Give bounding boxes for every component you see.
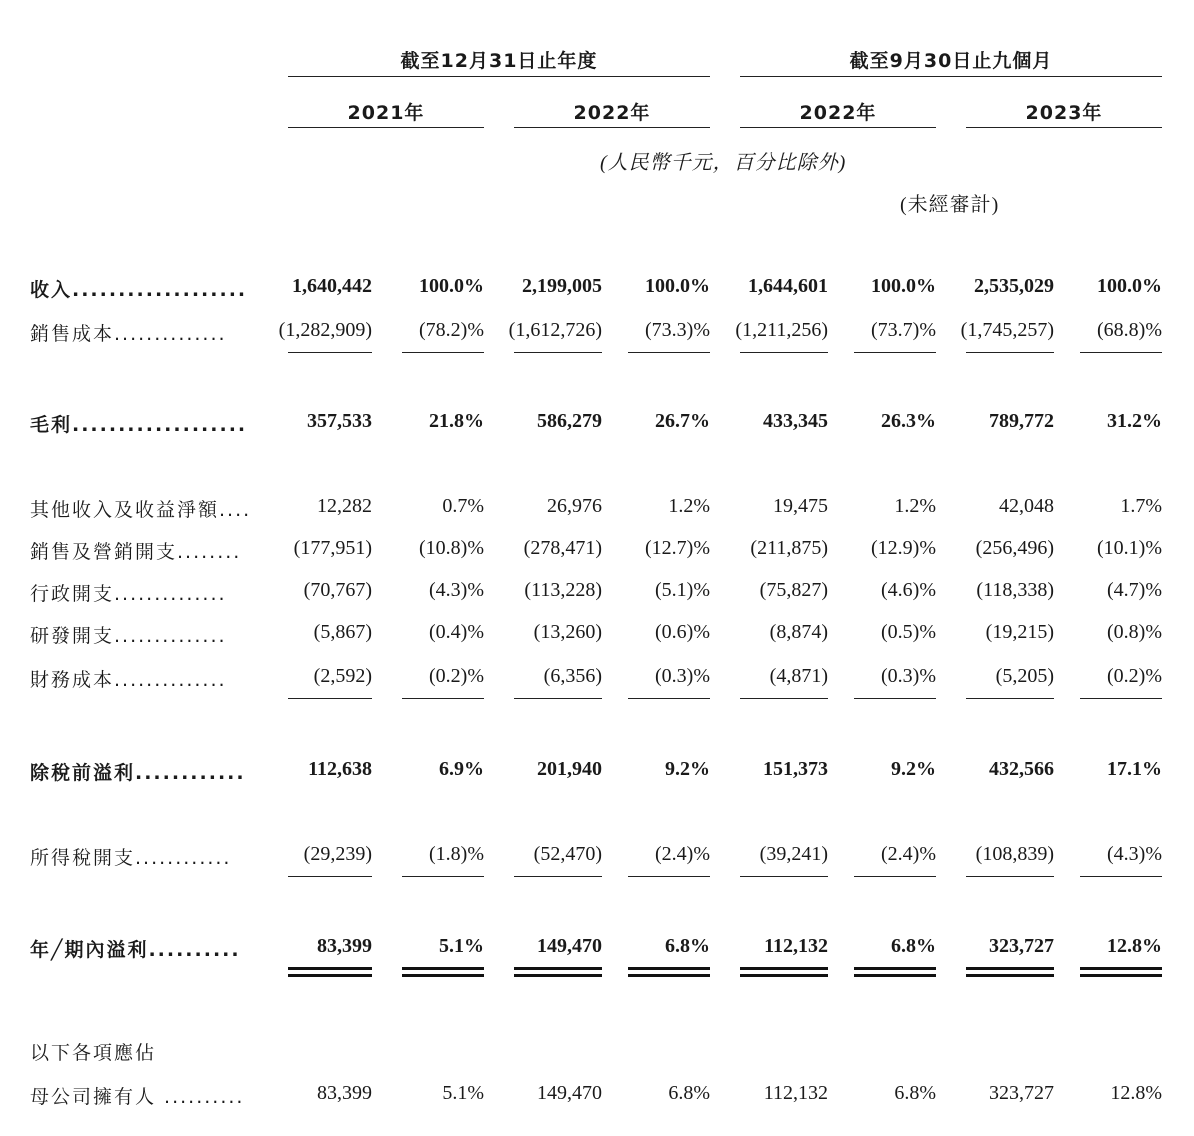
amount-cell: (1,745,257) (960, 319, 1054, 341)
subtotal-rule (628, 876, 710, 877)
row-label: 收入................... (30, 279, 248, 301)
amount-cell: 112,132 (764, 935, 828, 957)
subtotal-rule (628, 698, 710, 699)
subtotal-rule (288, 876, 372, 877)
amount-cell: 26,976 (547, 495, 602, 517)
percentage-cell: 12.8% (1107, 935, 1162, 957)
percentage-cell: (78.2)% (419, 319, 484, 341)
subtotal-rule (514, 352, 602, 353)
amount-cell: (2,592) (313, 665, 372, 687)
percentage-cell: 6.8% (891, 935, 936, 957)
amount-cell: 2,199,005 (522, 275, 602, 297)
percentage-cell: 100.0% (645, 275, 710, 297)
amount-cell: 432,566 (989, 758, 1054, 780)
year-header: 2021年 (347, 102, 425, 124)
amount-cell: (256,496) (975, 537, 1054, 559)
subtotal-rule (854, 352, 936, 353)
amount-cell: (6,356) (543, 665, 602, 687)
percentage-cell: 5.1% (442, 1082, 484, 1104)
percentage-cell: 6.8% (668, 1082, 710, 1104)
row-label: 母公司擁有人 .......... (30, 1086, 245, 1108)
percentage-cell: (73.3)% (645, 319, 710, 341)
amount-cell: 149,470 (537, 935, 602, 957)
amount-cell: (52,470) (533, 843, 602, 865)
percentage-cell: 1.2% (668, 495, 710, 517)
amount-cell: (8,874) (769, 621, 828, 643)
percentage-cell: 100.0% (871, 275, 936, 297)
amount-cell: (5,867) (313, 621, 372, 643)
amount-cell: (1,282,909) (278, 319, 372, 341)
row-label: 所得稅開支............ (30, 847, 232, 869)
percentage-cell: 17.1% (1107, 758, 1162, 780)
group-header-full-year-rule (288, 76, 710, 77)
percentage-cell: (68.8)% (1097, 319, 1162, 341)
subtotal-rule (740, 876, 828, 877)
year-header-rule (740, 127, 936, 128)
percentage-cell: 26.7% (655, 410, 710, 432)
row-label: 除稅前溢利............ (30, 762, 246, 784)
subtotal-rule (288, 352, 372, 353)
year-header: 2022年 (799, 102, 877, 124)
amount-cell: (278,471) (523, 537, 602, 559)
subtotal-rule (1080, 698, 1162, 699)
subtotal-rule (1080, 352, 1162, 353)
amount-cell: 789,772 (989, 410, 1054, 432)
amount-cell: 2,535,029 (974, 275, 1054, 297)
subtotal-rule (740, 352, 828, 353)
row-label: 銷售及營銷開支........ (30, 541, 242, 563)
amount-cell: (13,260) (533, 621, 602, 643)
amount-cell: 112,638 (308, 758, 372, 780)
percentage-cell: 21.8% (429, 410, 484, 432)
total-double-rule (966, 967, 1054, 977)
amount-cell: (39,241) (759, 843, 828, 865)
subtotal-rule (402, 352, 484, 353)
percentage-cell: (2.4)% (655, 843, 710, 865)
amount-cell: (113,228) (524, 579, 602, 601)
amount-cell: 323,727 (989, 1082, 1054, 1104)
percentage-cell: 5.1% (439, 935, 484, 957)
percentage-cell: (4.3)% (1107, 843, 1162, 865)
percentage-cell: (4.7)% (1107, 579, 1162, 601)
percentage-cell: 6.9% (439, 758, 484, 780)
amount-cell: (70,767) (303, 579, 372, 601)
percentage-cell: 26.3% (881, 410, 936, 432)
amount-cell: 1,640,442 (292, 275, 372, 297)
percentage-cell: 9.2% (891, 758, 936, 780)
subtotal-rule (288, 698, 372, 699)
percentage-cell: (0.4)% (429, 621, 484, 643)
subtotal-rule (402, 876, 484, 877)
percentage-cell: 100.0% (1097, 275, 1162, 297)
row-label: 財務成本.............. (30, 669, 227, 691)
amount-cell: (1,612,726) (508, 319, 602, 341)
year-header: 2022年 (573, 102, 651, 124)
group-header-full-year: 截至12月31日止年度 (400, 50, 598, 72)
percentage-cell: 6.8% (665, 935, 710, 957)
subtotal-rule (628, 352, 710, 353)
row-label: 毛利................... (30, 414, 248, 436)
amount-cell: 433,345 (763, 410, 828, 432)
subtotal-rule (1080, 876, 1162, 877)
amount-cell: 83,399 (317, 935, 372, 957)
total-double-rule (628, 967, 710, 977)
year-header-rule (966, 127, 1162, 128)
total-double-rule (854, 967, 936, 977)
amount-cell: 151,373 (763, 758, 828, 780)
percentage-cell: (2.4)% (881, 843, 936, 865)
amount-cell: (108,839) (975, 843, 1054, 865)
percentage-cell: 31.2% (1107, 410, 1162, 432)
amount-cell: 357,533 (307, 410, 372, 432)
subtotal-rule (854, 698, 936, 699)
amount-cell: (4,871) (769, 665, 828, 687)
subtotal-rule (514, 876, 602, 877)
percentage-cell: (1.8)% (429, 843, 484, 865)
subtotal-rule (966, 876, 1054, 877)
total-double-rule (514, 967, 602, 977)
percentage-cell: (10.8)% (419, 537, 484, 559)
year-header: 2023年 (1025, 102, 1103, 124)
amount-cell: 12,282 (317, 495, 372, 517)
amount-cell: (177,951) (293, 537, 372, 559)
percentage-cell: (0.3)% (655, 665, 710, 687)
percentage-cell: (73.7)% (871, 319, 936, 341)
percentage-cell: (10.1)% (1097, 537, 1162, 559)
amount-cell: (19,215) (985, 621, 1054, 643)
amount-cell: (5,205) (995, 665, 1054, 687)
amount-cell: 19,475 (773, 495, 828, 517)
amount-cell: 586,279 (537, 410, 602, 432)
percentage-cell: (0.3)% (881, 665, 936, 687)
percentage-cell: (0.8)% (1107, 621, 1162, 643)
subtotal-rule (966, 698, 1054, 699)
percentage-cell: (12.7)% (645, 537, 710, 559)
subtotal-rule (966, 352, 1054, 353)
percentage-cell: (5.1)% (655, 579, 710, 601)
percentage-cell: (0.5)% (881, 621, 936, 643)
percentage-cell: (0.2)% (429, 665, 484, 687)
row-label-line1: 以下各項應佔 (30, 1042, 157, 1064)
amount-cell: (118,338) (976, 579, 1054, 601)
total-double-rule (402, 967, 484, 977)
percentage-cell: 6.8% (894, 1082, 936, 1104)
percentage-cell: 100.0% (419, 275, 484, 297)
percentage-cell: (0.2)% (1107, 665, 1162, 687)
total-double-rule (740, 967, 828, 977)
amount-cell: (29,239) (303, 843, 372, 865)
subtotal-rule (402, 698, 484, 699)
percentage-cell: (4.3)% (429, 579, 484, 601)
row-label: 行政開支.............. (30, 583, 227, 605)
percentage-cell: 0.7% (442, 495, 484, 517)
subtotal-rule (740, 698, 828, 699)
currency-note: (人民幣千元，百分比除外) (600, 152, 847, 174)
row-label: 其他收入及收益淨額.... (30, 499, 252, 521)
percentage-cell: (12.9)% (871, 537, 936, 559)
amount-cell: 149,470 (537, 1082, 602, 1104)
percentage-cell: 9.2% (665, 758, 710, 780)
subtotal-rule (514, 698, 602, 699)
row-label: 銷售成本.............. (30, 323, 227, 345)
percentage-cell: (0.6)% (655, 621, 710, 643)
percentage-cell: 1.2% (894, 495, 936, 517)
amount-cell: (211,875) (750, 537, 828, 559)
group-header-nine-months: 截至9月30日止九個月 (849, 50, 1053, 72)
amount-cell: (75,827) (759, 579, 828, 601)
total-double-rule (1080, 967, 1162, 977)
amount-cell: 1,644,601 (748, 275, 828, 297)
amount-cell: (1,211,256) (735, 319, 828, 341)
year-header-rule (288, 127, 484, 128)
amount-cell: 83,399 (317, 1082, 372, 1104)
percentage-cell: 1.7% (1120, 495, 1162, 517)
amount-cell: 42,048 (999, 495, 1054, 517)
row-label: 研發開支.............. (30, 625, 227, 647)
amount-cell: 323,727 (989, 935, 1054, 957)
subtotal-rule (854, 876, 936, 877)
year-header-rule (514, 127, 710, 128)
total-double-rule (288, 967, 372, 977)
group-header-nine-months-rule (740, 76, 1162, 77)
percentage-cell: 12.8% (1110, 1082, 1162, 1104)
amount-cell: 112,132 (763, 1082, 828, 1104)
amount-cell: 201,940 (537, 758, 602, 780)
percentage-cell: (4.6)% (881, 579, 936, 601)
row-label: 年╱期內溢利.......... (30, 939, 241, 961)
unaudited-note: (未經審計) (900, 194, 1000, 216)
